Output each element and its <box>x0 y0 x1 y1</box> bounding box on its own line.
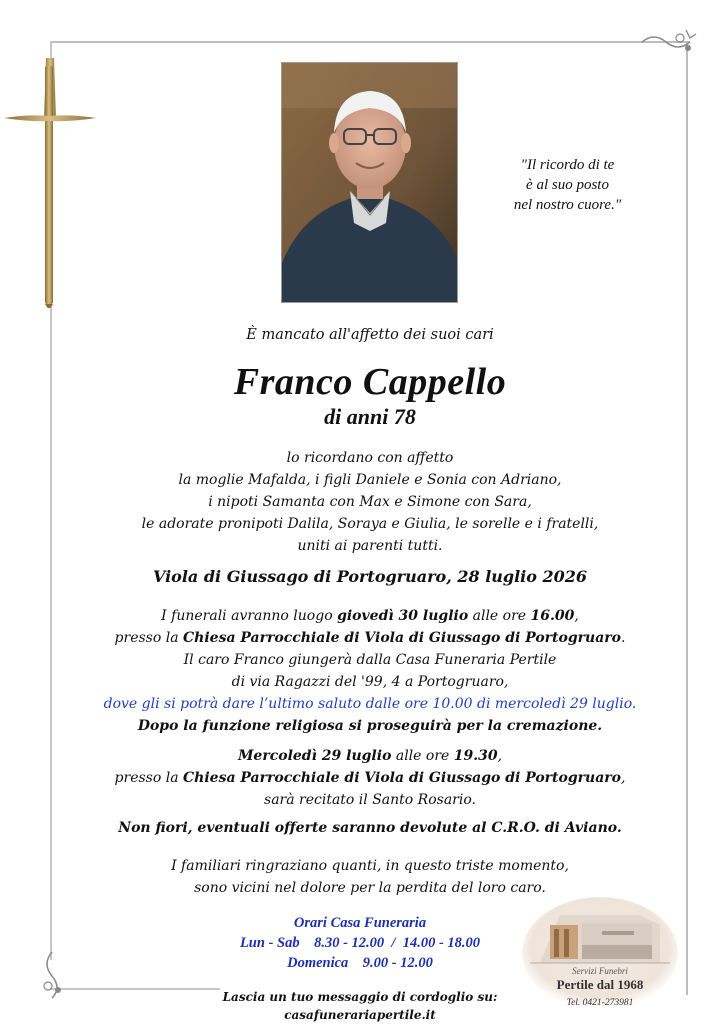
funeral-date: giovedì 30 luglio <box>337 608 469 624</box>
hours-sunday: Domenica 9.00 - 12.00 <box>287 955 433 971</box>
funeral-time: 16.00 <box>530 608 575 624</box>
text: presso la <box>114 770 184 786</box>
frame-right-line <box>686 41 688 995</box>
family-list <box>60 447 680 557</box>
family-line: lo ricordano con affetto <box>286 450 454 466</box>
funeral-home-hours <box>205 913 515 973</box>
family-line: i nipoti Samanta con Max e Simone con Sara, <box>208 494 532 510</box>
cremation-line <box>60 715 680 737</box>
frame-left-line-lower <box>50 300 52 960</box>
quote-line: è al suo posto <box>526 177 609 193</box>
visitation-line: dove gli si potrà dare l’ultimo saluto dalle ore 10.00 di mercoledì 29 luglio. <box>103 696 637 712</box>
rosary-info <box>60 745 680 811</box>
rosary-line: sarà recitato il Santo Rosario. <box>264 792 476 808</box>
funeral-line <box>60 605 680 627</box>
rosary-date: Mercoledì 29 luglio <box>237 748 392 764</box>
funeral-line <box>60 627 680 649</box>
text: , <box>497 748 503 764</box>
corner-ornament-bottom-left <box>38 950 68 1000</box>
text: , <box>621 770 626 786</box>
text: alle ore <box>391 748 454 764</box>
text: Dopo la funzione religiosa si proseguirà per la cremazione. <box>137 718 603 734</box>
cross-icon <box>0 58 100 308</box>
frame-top-line <box>50 41 690 43</box>
thanks-line: I familiari ringraziano quanti, in questo triste momento, <box>171 858 569 874</box>
rosary-line <box>60 745 680 767</box>
memorial-quote <box>480 155 655 215</box>
text: , <box>574 608 579 624</box>
funeral-info <box>60 605 680 737</box>
thanks-text <box>60 855 680 899</box>
intro-text: È mancato all'affetto dei suoi cari <box>246 327 494 343</box>
website-link[interactable]: casafunerariapertile.it <box>284 1008 436 1022</box>
thanks-line: sono vicini nel dolore per la perdita del loro caro. <box>194 880 546 896</box>
quote-line: "Il ricordo di te <box>520 157 615 173</box>
logo-name: Pertile dal 1968 <box>556 977 644 992</box>
funeral-line: Il caro Franco giungerà dalla Casa Funeraria Pertile <box>183 652 557 668</box>
deceased-name: Franco Cappello <box>233 361 507 403</box>
condolence-footer <box>190 988 530 1024</box>
logo-telephone: Tel. 0421-273981 <box>566 998 634 1008</box>
text: alle ore <box>468 608 531 624</box>
rosary-line <box>60 767 680 789</box>
family-line: la moglie Mafalda, i figli Daniele e Sonia con Adriano, <box>178 472 562 488</box>
church-name: Chiesa Parrocchiale di Viola di Giussago di Portogruaro <box>183 770 621 786</box>
funeral-line: di via Ragazzi del '99, 4 a Portogruaro, <box>231 674 509 690</box>
quote-line: nel nostro cuore." <box>513 197 622 213</box>
donation-note: Non fiori, eventuali offerte saranno devolute al C.R.O. di Aviano. <box>118 820 622 836</box>
corner-ornament-top-right <box>640 28 698 58</box>
deceased-age: di anni 78 <box>324 404 416 429</box>
logo-subtitle: Servizi Funebri <box>572 966 628 976</box>
portrait-photo <box>281 62 458 303</box>
church-name: Chiesa Parrocchiale di Viola di Giussago di Portogruaro <box>183 630 621 646</box>
place-date: Viola di Giussago di Portogruaro, 28 luglio 2026 <box>152 567 588 586</box>
rosary-time: 19.30 <box>453 748 498 764</box>
family-line: uniti ai parenti tutti. <box>297 538 443 554</box>
footer-text: Lascia un tuo messaggio di cordoglio su: <box>222 990 498 1004</box>
text: . <box>621 630 626 646</box>
text: presso la <box>114 630 184 646</box>
text: I funerali avranno luogo <box>161 608 338 624</box>
hours-weekdays: Lun - Sab 8.30 - 12.00 / 14.00 - 18.00 <box>239 935 481 951</box>
hours-title: Orari Casa Funeraria <box>293 915 427 931</box>
family-line: le adorate pronipoti Dalila, Soraya e Giulia, le sorelle e i fratelli, <box>141 516 599 532</box>
